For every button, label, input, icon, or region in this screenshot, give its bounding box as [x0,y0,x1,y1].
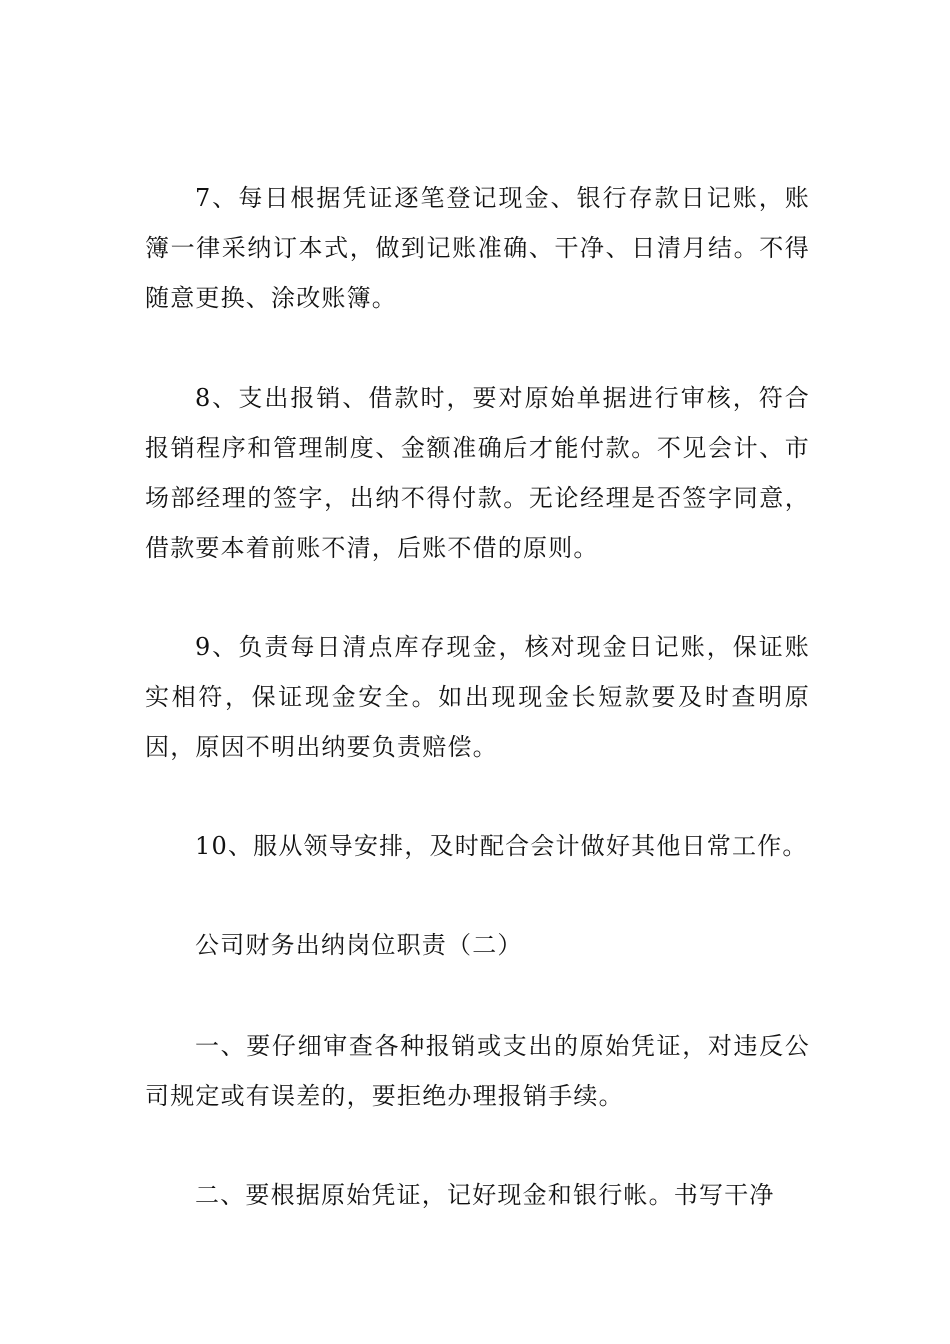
paragraph-item-8: 8、支出报销、借款时，要对原始单据进行审核，符合报销程序和管理制度、金额准确后才能付款。不见会计、市场部经理的签字，出纳不得付款。无论经理是否签字同意，借款要本着前账不清，后账不借的原则。 [145,384,810,562]
paragraph-item-7: 7、每日根据凭证逐笔登记现金、银行存款日记账，账簿一律采纳订本式，做到记账准确、干净、日清月结。不得随意更换、涂改账簿。 [145,184,810,312]
paragraph-item-9: 9、负责每日清点库存现金，核对现金日记账，保证账实相符，保证现金安全。如出现现金长短款要及时查明原因，原因不明出纳要负责赔偿。 [145,633,810,761]
paragraph-item-one: 一、要仔细审查各种报销或支出的原始凭证，对违反公司规定或有误差的，要拒绝办理报销手续。 [145,1032,810,1110]
paragraph-item-10: 10、服从领导安排，及时配合会计做好其他日常工作。 [195,832,808,860]
section-heading: 公司财务出纳岗位职责（二） [195,931,523,959]
paragraph-item-two: 二、要根据原始凭证，记好现金和银行帐。书写干净 [195,1181,775,1209]
